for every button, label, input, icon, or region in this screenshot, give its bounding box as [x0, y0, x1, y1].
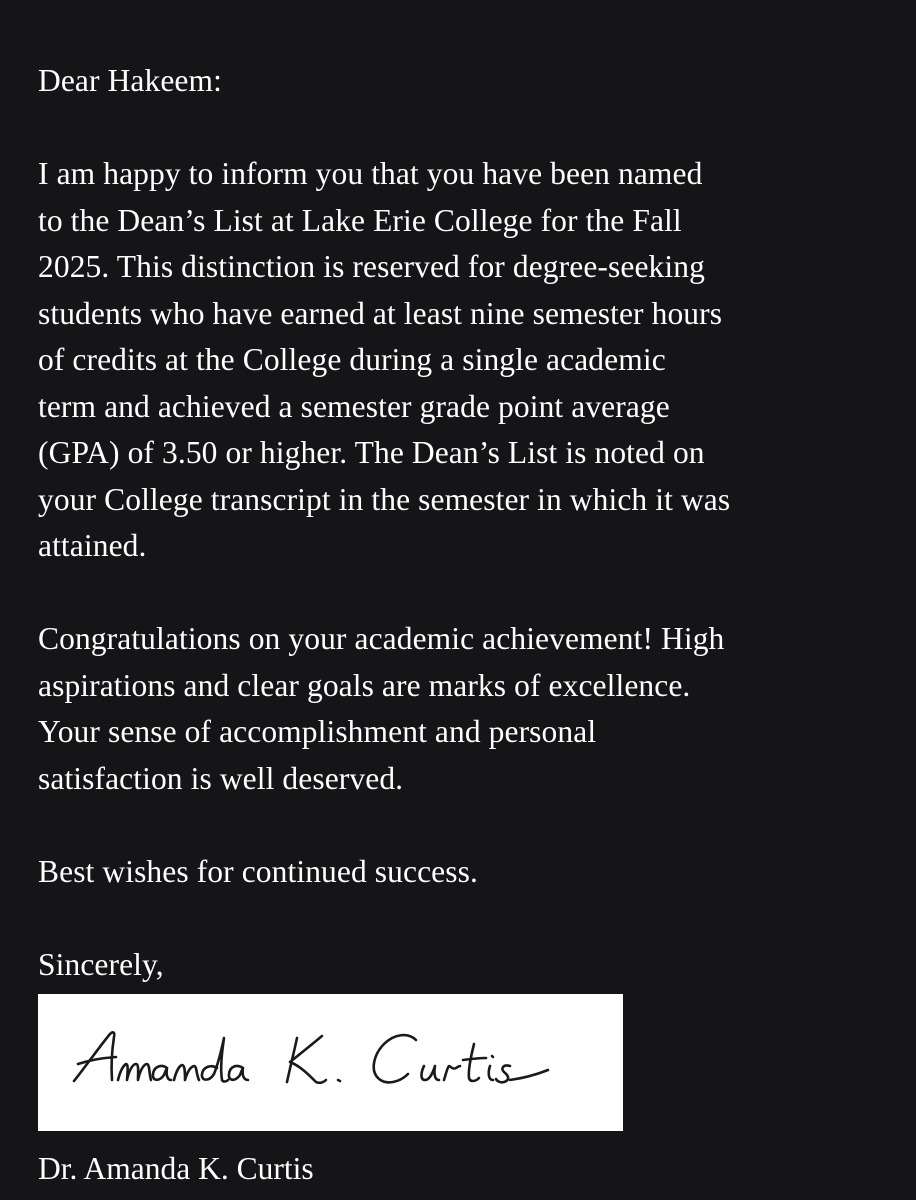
handwritten-signature: [38, 994, 623, 1131]
paragraph-line: I am happy to inform you that you have been named: [38, 156, 703, 191]
paragraph-gap: [38, 802, 888, 849]
paragraph-line: your College transcript in the semester in which it was: [38, 481, 731, 517]
paragraph-line: aspirations and clear goals are marks of excellence.: [38, 667, 691, 703]
paragraph-line: (GPA) of 3.50 or higher. The Dean’s List is noted on: [38, 435, 705, 470]
signoff: Sincerely,: [38, 946, 164, 982]
paragraph-line: satisfaction is well deserved.: [38, 760, 404, 796]
paragraph-line: attained.: [38, 528, 147, 563]
paragraph-line: Congratulations on your academic achievement! High: [38, 621, 725, 656]
signature-image: [38, 994, 623, 1131]
paragraph-congratulations: [38, 616, 888, 802]
paragraph-line: term and achieved a semester grade point average: [38, 388, 670, 424]
paragraph-gap: [38, 895, 888, 942]
paragraph-line: 2025. This distinction is reserved for degree-seeking: [38, 249, 705, 284]
letter-body: [38, 58, 888, 988]
signer-name: Dr. Amanda K. Curtis: [38, 1151, 314, 1186]
paragraph-line: Your sense of accomplishment and personal: [38, 714, 597, 749]
salutation: Dear Hakeem:: [38, 63, 222, 98]
closing-wish: Best wishes for continued success.: [38, 853, 478, 889]
paragraph-deans-list: [38, 151, 888, 570]
paragraph-gap: [38, 105, 888, 152]
paragraph-line: of credits at the College during a single academic: [38, 342, 666, 377]
paragraph-line: to the Dean’s List at Lake Erie College for the Fall: [38, 202, 682, 238]
paragraph-gap: [38, 570, 888, 617]
paragraph-line: students who have earned at least nine semester hours: [38, 295, 723, 331]
